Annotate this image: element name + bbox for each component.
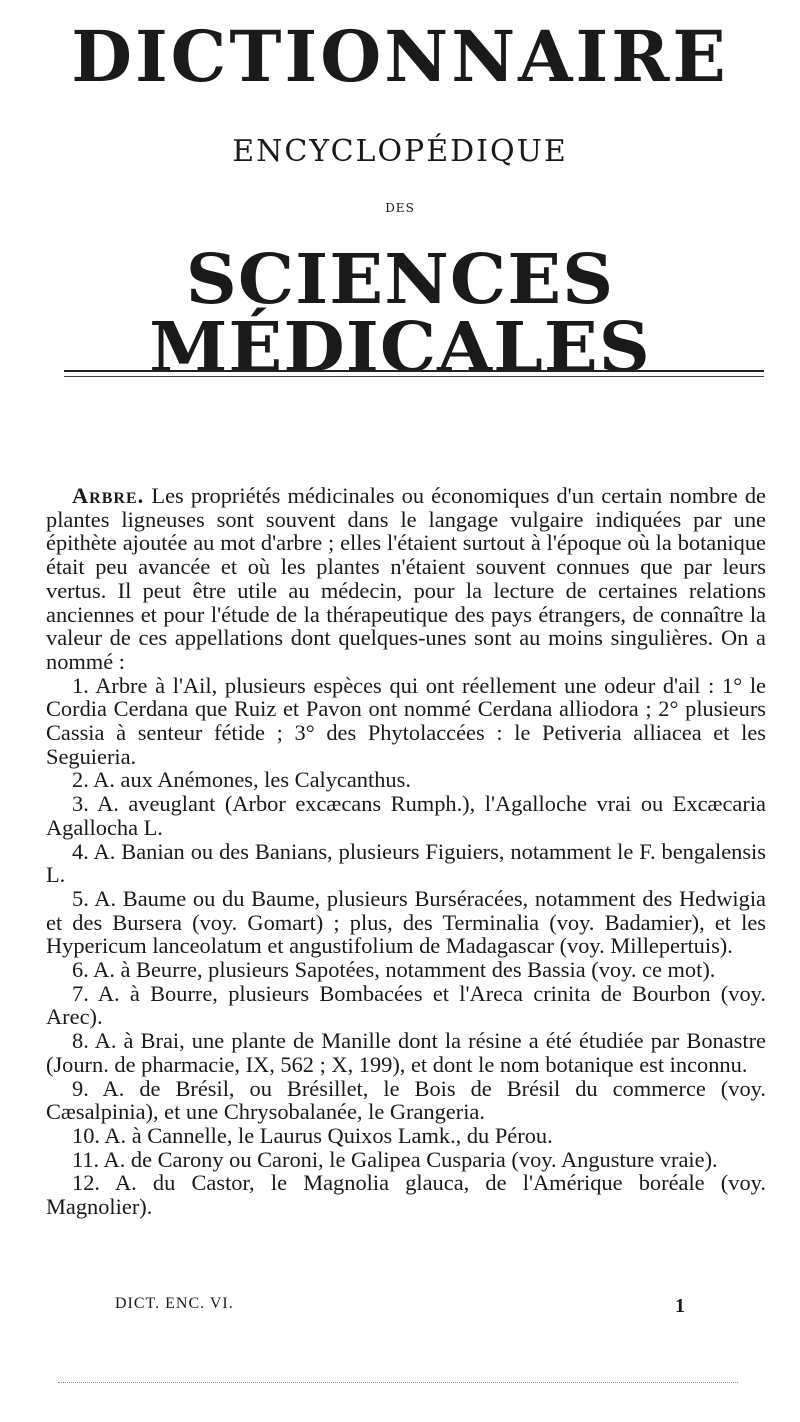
article-body xyxy=(46,484,766,1219)
signature-mark: DICT. ENC. VI. xyxy=(115,1295,234,1312)
list-item: 3. A. aveuglant (Arbor excæcans Rumph.), l'Agalloche vrai ou Excæcaria Agallocha L. xyxy=(46,791,766,840)
intro-text: Les propriétés médicinales ou économiques d'un certain nombre de plantes ligneuses sont souvent dans le langage vulgaire indiquées par une épithète ajoutée au mot d'arbre ; elles l'étaient surtout à l'époque où la botanique était peu avancée et où les plantes n'étaient souvent connues que par leurs vertus. Il peut être utile au médecin, pour la lecture de certaines relations anciennes et pour l'étude de la thérapeutique des pays étrangers, de connaître la valeur de ces appellations dont quelques-unes sont au moins singulières. On a nommé : xyxy=(46,483,766,674)
list-item: 2. A. aux Anémones, les Calycanthus. xyxy=(72,767,411,793)
list-item: 6. A. à Beurre, plusieurs Sapotées, notamment des Bassia (voy. ce mot). xyxy=(72,957,716,983)
bottom-dotted-rule xyxy=(58,1382,738,1383)
title-rule-thin xyxy=(64,376,764,377)
list-item: 11. A. de Carony ou Caroni, le Galipea Cusparia (voy. Angusture vraie). xyxy=(72,1146,718,1172)
list-item: 4. A. Banian ou des Banians, plusieurs Figuiers, notamment le F. bengalensis L. xyxy=(46,838,766,888)
article-intro xyxy=(46,484,766,674)
page-footer xyxy=(115,1295,685,1317)
title-des: DES xyxy=(385,201,415,215)
list-item: 1. Arbre à l'Ail, plusieurs espèces qui ont réellement une odeur d'ail : 1° le Cordia Cerdana que Ruiz et Pavon ont nommé Cerdana alliodora ; 2° plusieurs Cassia à senteur fétide ; 3° des Phytolaccées : le Petiveria alliacea et les Seguieria. xyxy=(46,672,766,769)
title-main: DICTIONNAIRE xyxy=(71,15,729,98)
page-number: 1 xyxy=(675,1295,685,1317)
entry-list xyxy=(46,674,766,1219)
list-item: 12. A. du Castor, le Magnolia glauca, de l'Amérique boréale (voy. Magnolier). xyxy=(46,1170,766,1220)
list-item: 9. A. de Brésil, ou Brésillet, le Bois de Brésil du commerce (voy. Cæsalpinia), et une Chrysobalanée, le Grangeria. xyxy=(46,1075,766,1125)
headword: Arbre. xyxy=(72,483,145,508)
list-item: 7. A. à Bourre, plusieurs Bombacées et l'Areca crinita de Bourbon (voy. Arec). xyxy=(46,980,766,1030)
title-rule xyxy=(64,370,764,372)
list-item: 5. A. Baume ou du Baume, plusieurs Burséracées, notamment des Hedwigia et des Bursera (voy. Gomart) ; plus, des Terminalia (voy. Badamier), et les Hypericum lanceolatum et angustifolium de Madagascar (voy. Millepertuis). xyxy=(46,885,766,959)
list-item: 8. A. à Brai, une plante de Manille dont la résine a été étudiée par Bonastre (Journ. de pharmacie, IX, 562 ; X, 199), et dont le nom botanique est inconnu. xyxy=(46,1028,766,1077)
title-sciences-medicales: SCIENCES MÉDICALES xyxy=(149,240,651,388)
title-subtitle: ENCYCLOPÉDIQUE xyxy=(232,134,568,169)
list-item: 10. A. à Cannelle, le Laurus Quixos Lamk., du Pérou. xyxy=(72,1122,553,1148)
